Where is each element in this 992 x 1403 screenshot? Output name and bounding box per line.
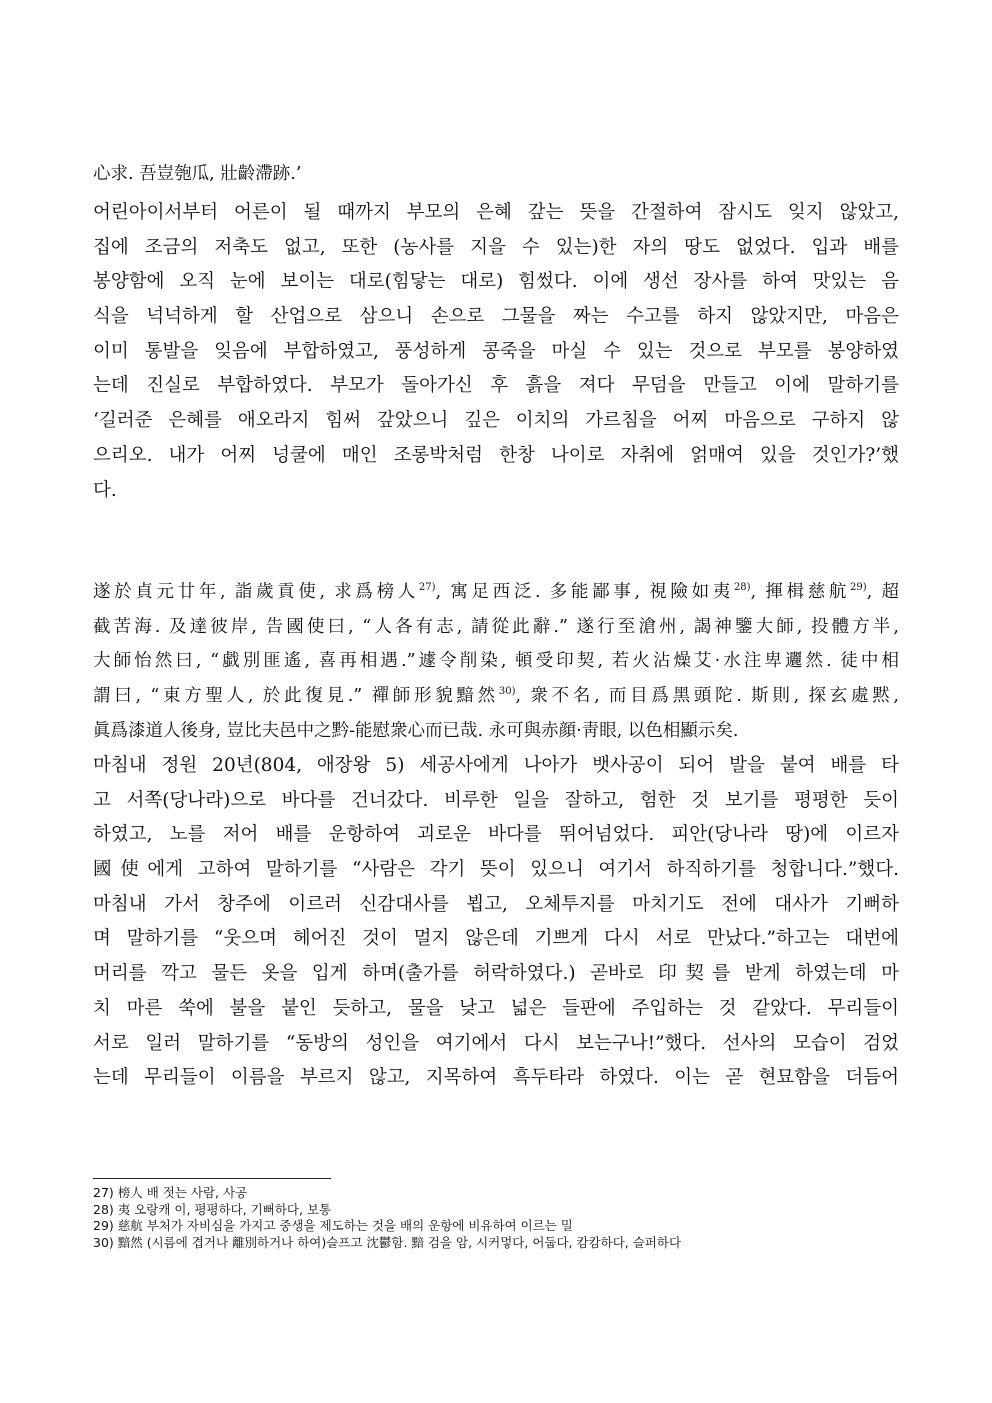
footnotes — [93, 1185, 899, 1251]
passage2-hanja — [93, 575, 899, 748]
text-line: 집에 조금의 저축도 없고, 또한 (농사를 지을 수 있는)한 자의 땅도 없었다. 입과 배를 — [93, 236, 899, 258]
passage1-hanja — [93, 157, 899, 192]
passage2-translation — [93, 749, 899, 1096]
text-line: 는데 진실로 부합하였다. 부모가 돌아가신 후 흙을 져다 무덤을 만들고 이에 말하기를 — [93, 375, 899, 397]
text-line: 다. — [93, 479, 117, 501]
text-line: 며 말하기를 “웃으며 헤어진 것이 멀지 않은데 기쁘게 다시 서로 만났다.”하고는 대번에 — [93, 928, 899, 950]
hanja-line: 心求. 吾豈匏瓜, 壯齡滯跡.’ — [93, 164, 302, 184]
hanja-text: , 揮楫慈航 — [750, 582, 851, 602]
footnote-ref: 29) — [850, 582, 867, 594]
text-line: 하였고, 노를 저어 배를 운항하여 괴로운 바다를 뛰어넘었다. 피안(당나라 땅)에 이르자 — [93, 824, 899, 846]
footnote: 29) 慈航 부처가 자비심을 가지고 중생을 제도하는 것을 배의 운항에 비유하여 이르는 밀 — [93, 1218, 573, 1234]
text-line: 는데 무리들이 이름을 부르지 않고, 지목하여 흑두타라 하였다. 이는 곧 현묘함을 더듬어 — [93, 1067, 899, 1089]
footnote: 27) 榜人 배 젓는 사람, 사공 — [93, 1185, 248, 1200]
footnote-ref: 28) — [733, 582, 751, 594]
text-line: 으리오. 내가 어찌 넝쿨에 매인 조롱박처럼 한창 나이로 자취에 얽매여 있을 것인가?’했 — [93, 444, 899, 466]
text-line: 어린아이서부터 어른이 될 때까지 부모의 은혜 갚는 뜻을 간절하여 잠시도 잊지 않았고, — [93, 202, 899, 223]
hanja-text: 截苦海. 及達彼岸, 告國使曰, “人各有志, 請從此辭.” 遂行至滄州, 謁神鑒大師, 投體方半, — [93, 616, 899, 637]
hanja-text: , 超 — [866, 582, 899, 602]
passage1-translation — [93, 196, 899, 508]
footnote-separator — [93, 1178, 331, 1179]
text-line: 봉양함에 오직 눈에 보이는 대로(힘닿는 대로) 힘썼다. 이에 생선 장사를 하여 맛있는 음 — [93, 271, 899, 293]
hanja-line — [93, 714, 899, 749]
text-line: 마침내 정원 20년(804, 애장왕 5) 세공사에게 나아가 뱃사공이 되어 발을 붙여 배를 타 — [93, 755, 899, 776]
text-line: 國使에게 고하여 말하기를 “사람은 각기 뜻이 있으니 여기서 하직하기를 청합니다.”했다. — [93, 859, 899, 881]
text-line: 서로 일러 말하기를 “동방의 성인을 여기에서 다시 보는구나!”했다. 선사의 모습이 검었 — [93, 1032, 899, 1054]
text-line: 식을 넉넉하게 할 산업으로 삼으니 손으로 그물을 짜는 수고를 하지 않았지만, 마음은 — [93, 306, 899, 328]
hanja-text: 遂於貞元廿年, 詣歲貢使, 求爲榜人 — [93, 582, 419, 602]
hanja-line — [93, 644, 899, 679]
hanja-line — [93, 575, 899, 610]
hanja-text: 謂曰, “東方聖人, 於此復見.” 禪師形貌黯然 — [93, 686, 499, 707]
text-line: 고 서쪽(당나라)으로 바다를 건너갔다. 비루한 일을 잘하고, 험한 것 보기를 평평한 듯이 — [93, 789, 899, 811]
text-line: ‘길러준 은혜를 애오라지 힘써 갚았으니 깊은 이치의 가르침을 어찌 마음으로 구하지 않 — [93, 410, 899, 432]
hanja-line — [93, 679, 899, 714]
footnote-ref: 27) — [418, 582, 436, 594]
hanja-text: 大師怡然曰, “戱別匪遙, 喜再相遇.”遽令削染, 頓受印契, 若火沾燥艾·水注卑邐然. 徒中相 — [93, 651, 899, 672]
text-line: 이미 통발을 잊음에 부합하였고, 풍성하게 콩죽을 마실 수 있는 것으로 부모를 봉양하였 — [93, 340, 899, 362]
hanja-text: 眞爲漆道人後身, 豈比夫邑中之黔-能慰衆心而已哉. 永可與赤顔·靑眼, 以色相顯示矣. — [93, 720, 739, 741]
hanja-text: , 衆不名, 而目爲黑頭陀. 斯則, 探玄處黙, — [515, 686, 899, 707]
hanja-text: , 寓足西泛. 多能鄙事, 視險如夷 — [435, 582, 734, 602]
text-line: 머리를 깍고 물든 옷을 입게 하며(출가를 허락하였다.) 곧바로 印契를 받게 하였는데 마 — [93, 963, 899, 985]
text-line: 치 마른 쑥에 불을 붙인 듯하고, 물을 낮고 넓은 들판에 주입하는 것 같았다. 무리들이 — [93, 997, 899, 1019]
hanja-line — [93, 610, 899, 645]
footnote: 30) 黯然 (시름에 겹거나 離別하거나 하여)슬프고 沈鬱함. 黯 검을 암, 시커멓다, 어둡다, 캄캄하다, 슬퍼하다 — [93, 1234, 682, 1250]
footnote: 28) 夷 오랑캐 이, 평평하다, 기뻐하다, 보통 — [93, 1201, 332, 1217]
text-line: 마침내 가서 창주에 이르러 신감대사를 뵙고, 오체투지를 마치기도 전에 대사가 기뻐하 — [93, 893, 899, 915]
footnote-ref: 30) — [498, 686, 516, 698]
